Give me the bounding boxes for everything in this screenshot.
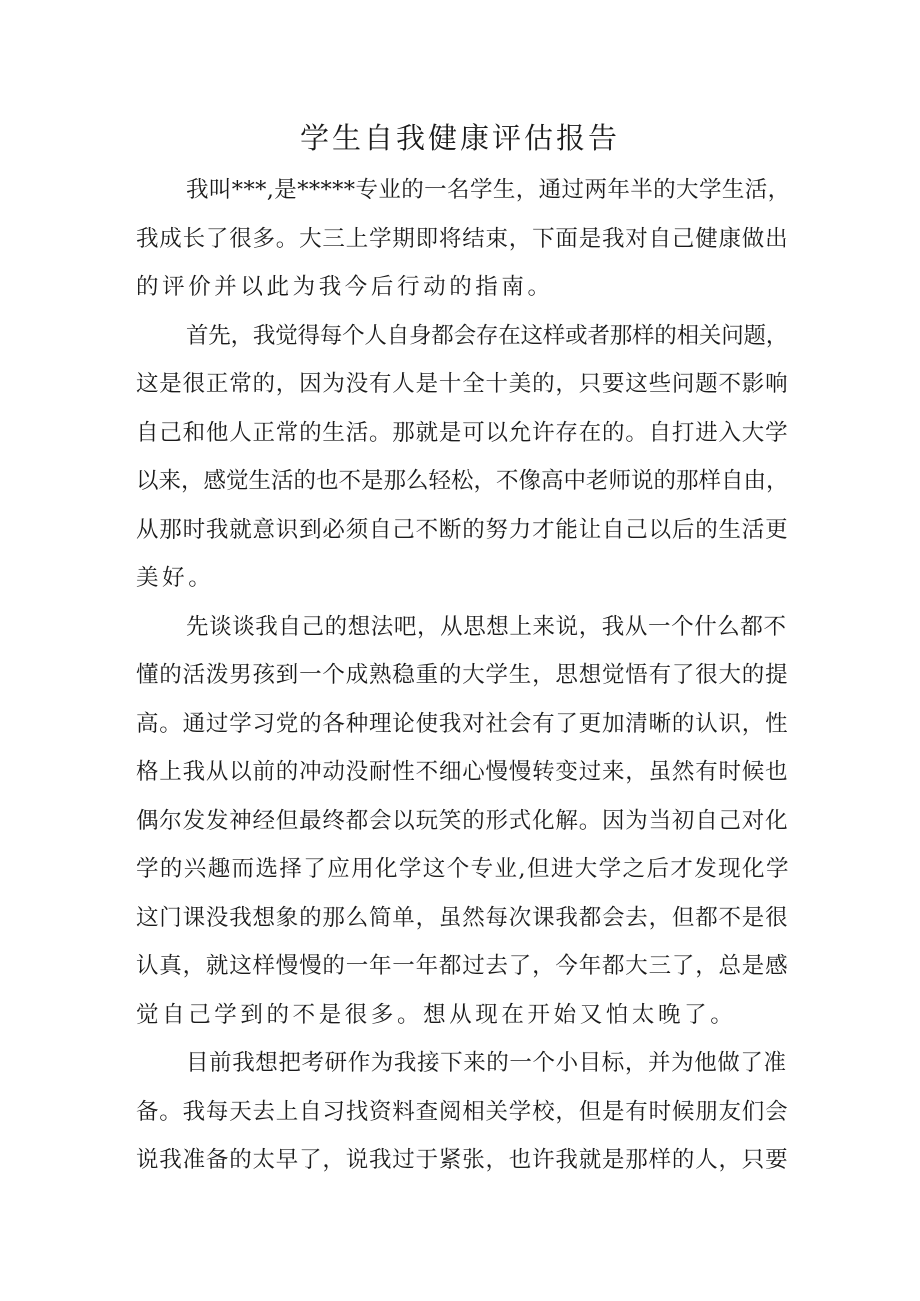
paragraph-line: 美好。 [136, 565, 215, 591]
document-title: 学生自我健康评估报告 [299, 121, 620, 155]
paragraph-line: 首先，我觉得每个人自身都会存在这样或者那样的相关问题， [186, 322, 789, 349]
paragraph-line: 我叫***,是*****专业的一名学生，通过两年半的大学生活， [186, 177, 791, 203]
paragraph-4 [136, 1039, 791, 1185]
paragraph-line: 从那时我就意识到必须自己不断的努力才能让自己以后的生活更 [136, 516, 789, 543]
paragraph-line: 这是很正常的，因为没有人是十全十美的，只要这些问题不影响 [136, 371, 789, 397]
paragraph-line: 目前我想把考研作为我接下来的一个小目标，并为他做了准 [186, 1050, 787, 1076]
paragraph-line: 备。我每天去上自习找资料查阅相关学校，但是有时候朋友们会 [136, 1098, 789, 1125]
paragraph-2 [136, 312, 791, 603]
paragraph-line: 这门课没我想象的那么简单，虽然每次课我都会去，但都不是很 [136, 904, 789, 931]
paragraph-line: 以来，感觉生活的也不是那么轻松，不像高中老师说的那样自由， [136, 468, 789, 494]
paragraph-line: 我成长了很多。大三上学期即将结束，下面是我对自己健康做出 [136, 225, 789, 252]
paragraph-line: 说我准备的太早了，说我过于紧张，也许我就是那样的人，只要 [136, 1147, 789, 1173]
paragraph-line: 觉自己学到的不是很多。想从现在开始又怕太晚了。 [136, 1001, 737, 1028]
paragraph-line: 的评价并以此为我今后行动的指南。 [136, 274, 554, 300]
paragraph-line: 认真，就这样慢慢的一年一年都过去了，今年都大三了，总是感 [136, 953, 789, 979]
paragraph-line: 先谈谈我自己的想法吧，从思想上来说，我从一个什么都不 [186, 613, 787, 640]
paragraph-line: 格上我从以前的冲动没耐性不细心慢慢转变过来，虽然有时候也 [136, 759, 789, 785]
paragraph-line: 学的兴趣而选择了应用化学这个专业,但进大学之后才发现化学 [136, 856, 790, 882]
paragraph-line: 懂的活泼男孩到一个成熟稳重的大学生，思想觉悟有了很大的提 [136, 662, 789, 688]
paragraph-line: 自己和他人正常的生活。那就是可以允许存在的。自打进入大学 [136, 419, 789, 446]
paragraph-line: 高。通过学习党的各种理论使我对社会有了更加清晰的认识，性 [136, 710, 789, 737]
document-body [136, 166, 791, 1185]
paragraph-line: 偶尔发发神经但最终都会以玩笑的形式化解。因为当初自己对化 [136, 807, 789, 834]
paragraph-1 [136, 166, 791, 312]
paragraph-3 [136, 603, 791, 1040]
